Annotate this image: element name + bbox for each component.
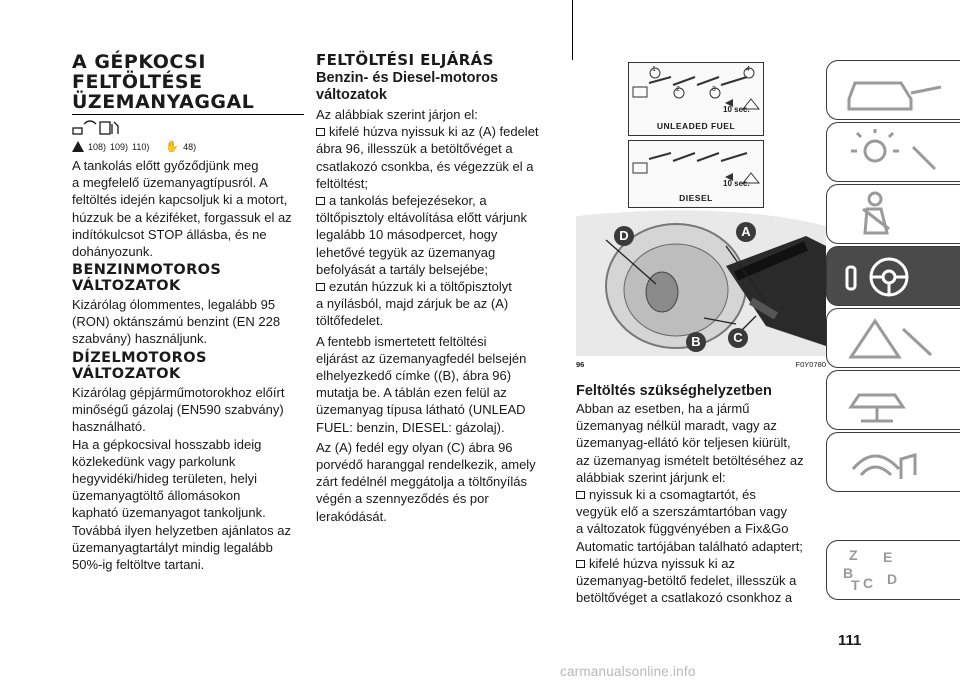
text-line: legalább 10 másodpercet, hogy bbox=[316, 227, 498, 243]
text-line: üzemanyagtartályt mindig legalább bbox=[72, 539, 273, 555]
index-letter: B bbox=[843, 565, 854, 581]
text-line: feltöltés idején kapcsoljuk ki a motort, bbox=[72, 192, 288, 208]
warning-lights-icon bbox=[841, 129, 951, 177]
text-line: zárt fedélnél meggátolja a töltőnyílás bbox=[316, 474, 528, 490]
text-line: a változatok függvényében a Fix&Go bbox=[576, 521, 789, 537]
callout-a: A bbox=[736, 222, 756, 242]
step-item bbox=[576, 555, 828, 607]
text-line: ezután húzzuk ki a töltőpisztolyt bbox=[329, 279, 512, 295]
text-line: üzemanyagtöltő állomásokon bbox=[72, 488, 241, 504]
text-line: a tankolás befejezésekor, a bbox=[329, 193, 487, 209]
heading-line: DÍZELMOTOROS bbox=[72, 350, 207, 366]
warning-ref: 48) bbox=[183, 141, 197, 152]
warning-references bbox=[72, 140, 196, 153]
text-line: ábra 96, illesszük a betöltővéget a bbox=[316, 141, 513, 157]
tab-maintenance[interactable] bbox=[826, 370, 960, 430]
bullet-box-icon bbox=[316, 283, 325, 291]
step-number: 1 bbox=[652, 66, 656, 73]
text-line: töltőfedelet. bbox=[316, 313, 384, 329]
heading-line: VÁLTOZATOK bbox=[72, 366, 181, 382]
warning-triangle-icon bbox=[841, 315, 951, 363]
index-letter: Z bbox=[849, 547, 858, 563]
diesel-heading bbox=[72, 350, 207, 382]
text-line: indítókulcsot STOP állásba, és ne bbox=[72, 226, 267, 242]
watermark: carmanualsonline.info bbox=[560, 664, 696, 679]
callout-c: C bbox=[728, 328, 748, 348]
bullet-box-icon bbox=[316, 128, 325, 136]
steering-wheel-icon bbox=[841, 253, 951, 301]
tab-car-info[interactable] bbox=[826, 60, 960, 120]
text-line: Az (A) fedél egy olyan (C) ábra 96 bbox=[316, 439, 513, 455]
index-letter: T bbox=[851, 577, 860, 593]
index-letters bbox=[841, 547, 911, 595]
text-line: kapható üzemanyagot tankoljunk. bbox=[72, 505, 266, 521]
title-line: FELTÖLTÉSE bbox=[72, 71, 203, 93]
step-item bbox=[316, 192, 564, 278]
warning-triangle-icon bbox=[72, 141, 84, 152]
bullet-box-icon bbox=[316, 197, 325, 205]
figure-96 bbox=[576, 62, 826, 369]
text-line: üzemanyag típusa látható (UNLEAD bbox=[316, 402, 526, 418]
emergency-heading: Feltöltés szükséghelyzetben bbox=[576, 383, 772, 399]
figure-number: 96 bbox=[576, 360, 585, 369]
text-line: 50%-ig feltöltve tartani. bbox=[72, 557, 205, 573]
heading-line: BENZINMOTOROS bbox=[72, 262, 222, 278]
emergency-text bbox=[576, 400, 828, 606]
step-number: 2 bbox=[676, 86, 680, 93]
subtitle-line: Benzin- és Diesel-motoros bbox=[316, 70, 499, 86]
tab-warning-lights[interactable] bbox=[826, 122, 960, 182]
figure-caption bbox=[576, 360, 826, 369]
text-line: FUEL: benzin, DIESEL: gázolaj). bbox=[316, 419, 505, 435]
text-line: mutatja be. A táblán ezen felül az bbox=[316, 385, 507, 401]
text-line: végén a szennyeződés és por bbox=[316, 491, 489, 507]
column-divider bbox=[572, 0, 573, 60]
text-line: kifelé húzva nyissuk ki az bbox=[589, 555, 735, 571]
intro-text bbox=[72, 157, 304, 260]
callout-d: D bbox=[614, 226, 634, 246]
warning-ref: 109) bbox=[110, 141, 129, 152]
text-line: üzemanyag-ellátó kör teljesen kiürült, bbox=[576, 435, 791, 451]
text-line: a nyílásból, majd zárjuk be az (A) bbox=[316, 296, 509, 312]
text-line: Kizárólag gépjárműmotorokhoz előírt bbox=[72, 385, 285, 400]
warning-ref: 110) bbox=[132, 141, 150, 152]
bullet-box-icon bbox=[576, 560, 585, 568]
text-line: Továbbá ilyen helyzetben ajánlatos az bbox=[72, 522, 291, 538]
text-line: minőségű gázolaj (EN590 szabvány) bbox=[72, 402, 284, 418]
tab-starting-driving[interactable] bbox=[826, 246, 960, 306]
text-line: A tankolás előtt győződjünk meg bbox=[72, 158, 259, 173]
unleaded-fuel-label: UNLEADED FUEL bbox=[656, 121, 736, 131]
text-line: üzemanyag nélkül maradt, vagy az bbox=[576, 418, 777, 434]
fuel-warning-icon bbox=[72, 120, 124, 141]
wait-label: 10 sec. bbox=[723, 179, 750, 188]
diesel-text bbox=[72, 384, 308, 573]
text-line: eljárást az üzemanyagfedél belsején bbox=[316, 350, 527, 366]
caution-hand-icon: ✋ bbox=[165, 141, 180, 153]
step-number: 4 bbox=[746, 66, 750, 73]
text-line: Ha a gépkocsival hosszabb ideig bbox=[72, 436, 262, 452]
text-line: lerakódását. bbox=[316, 508, 387, 524]
text-line: az üzemanyag ismételt betöltéséhez az bbox=[576, 452, 804, 468]
subtitle-line: változatok bbox=[316, 87, 387, 103]
multimedia-icon bbox=[841, 439, 951, 487]
figure-code: F0Y0780 bbox=[795, 360, 826, 369]
text-line: közlekedünk vagy parkolunk bbox=[72, 453, 236, 469]
section-title bbox=[72, 52, 304, 112]
text-line: nyissuk ki a csomagtartót, és bbox=[589, 487, 756, 503]
text-line: Automatic tartójában található adaptert; bbox=[576, 538, 803, 554]
text-line: A fentebb ismertetett feltöltési bbox=[316, 333, 487, 349]
procedure-text bbox=[316, 106, 564, 525]
callout-b: B bbox=[686, 332, 706, 352]
step-number: 3 bbox=[712, 86, 716, 93]
text-line: lehetővé tegyük az üzemanyag bbox=[316, 244, 496, 260]
text-line: (RON) oktánszámú benzint (EN 228 bbox=[72, 314, 281, 330]
text-line: alábbiak szerint járjunk el: bbox=[576, 469, 726, 485]
text-line: befolyását a tartály belsejébe; bbox=[316, 261, 488, 277]
step-item bbox=[576, 486, 828, 555]
text-line: hegyvidéki/hideg területen, helyi bbox=[72, 471, 258, 487]
page-number: 111 bbox=[838, 632, 862, 649]
text-line: a megfelelő üzemanyagtípusról. A bbox=[72, 175, 268, 191]
title-line: ÜZEMANYAGGAL bbox=[72, 91, 255, 113]
diesel-label-card bbox=[628, 140, 764, 208]
text-line: használható. bbox=[72, 419, 146, 435]
text-line: szabvány) használjunk. bbox=[72, 331, 208, 347]
text-line: porvédő haranggal rendelkezik, amely bbox=[316, 457, 536, 473]
car-lift-icon bbox=[841, 377, 951, 425]
text-line: kifelé húzva nyissuk ki az (A) fedelet bbox=[329, 124, 539, 140]
tab-index[interactable] bbox=[826, 540, 960, 600]
text-line: húzzuk be a kéziféket, forgassuk el az bbox=[72, 209, 292, 225]
procedure-title: FELTÖLTÉSI ELJÁRÁS bbox=[316, 51, 494, 69]
heading-line: VÁLTOZATOK bbox=[72, 278, 181, 294]
tab-safety[interactable] bbox=[826, 184, 960, 244]
car-icon bbox=[841, 67, 951, 115]
petrol-text bbox=[72, 296, 304, 348]
step-item bbox=[316, 123, 564, 192]
step-item bbox=[316, 278, 564, 330]
procedure-subtitle bbox=[316, 70, 498, 104]
tab-multimedia[interactable] bbox=[826, 432, 960, 492]
text-line: Abban az esetben, ha a jármű bbox=[576, 401, 750, 416]
text-line: vegyük elő a szerszámtartóban vagy bbox=[576, 504, 787, 520]
text-line: feltöltést; bbox=[316, 175, 369, 191]
text-line: csatlakozó csonkba, és végezzük el a bbox=[316, 158, 534, 174]
seatbelt-person-icon bbox=[841, 191, 951, 239]
diesel-fuel-label: DIESEL bbox=[679, 193, 713, 203]
index-letter: E bbox=[883, 549, 893, 565]
wait-label: 10 sec. bbox=[723, 105, 750, 114]
text-line: dohányozunk. bbox=[72, 244, 153, 260]
warning-ref: 108) bbox=[88, 141, 107, 152]
text-line: üzemanyag-betöltő fedelet, illesszük a bbox=[576, 573, 797, 589]
petrol-heading bbox=[72, 262, 221, 294]
text-line: betöltővéget a csatlakozó csonkhoz a bbox=[576, 590, 793, 606]
text-line: töltőpisztoly eltávolítása előtt várjunk bbox=[316, 210, 527, 226]
index-letter: C bbox=[863, 575, 874, 591]
bullet-box-icon bbox=[576, 491, 585, 499]
text-line: Kizárólag ólommentes, legalább 95 bbox=[72, 297, 276, 312]
lead-text: Az alábbiak szerint járjon el: bbox=[316, 107, 478, 122]
text-line: elhelyezkedő címke ((B), ábra 96) bbox=[316, 368, 512, 384]
index-letter: D bbox=[887, 571, 898, 587]
unleaded-label-card bbox=[628, 62, 764, 136]
title-rule bbox=[72, 114, 304, 115]
tab-emergency[interactable] bbox=[826, 308, 960, 368]
title-line: A GÉPKOCSI bbox=[72, 51, 206, 73]
